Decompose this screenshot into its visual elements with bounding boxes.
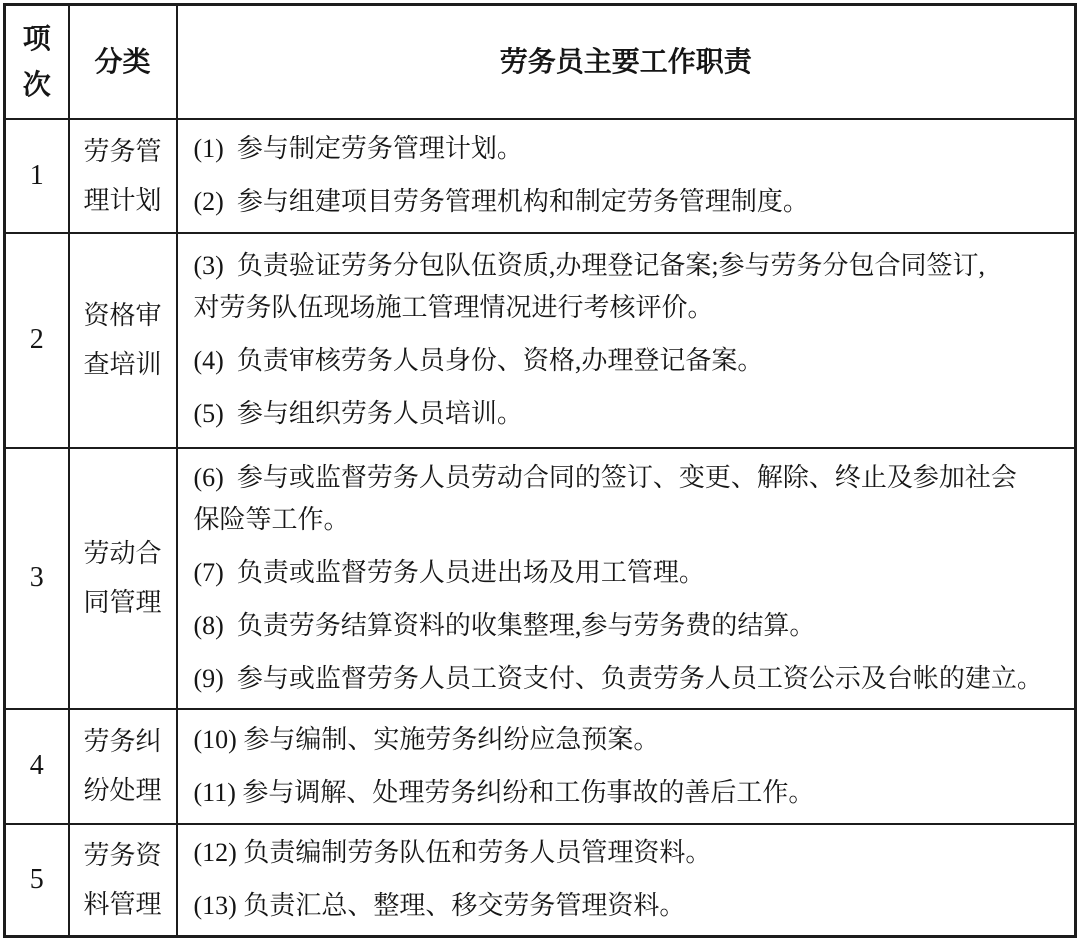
duty-item (194, 552, 1071, 594)
duty-line: (3) 负责验证劳务分包队伍资质,办理登记备案;参与劳务分包合同签订, (193, 251, 986, 280)
category-line: 劳务纠 (83, 727, 162, 756)
duty-item (194, 719, 1071, 761)
category-line: 纷处理 (83, 776, 162, 805)
table-row (5, 119, 1076, 233)
header-row (5, 5, 1076, 119)
header-category (69, 5, 177, 119)
duty-item (194, 658, 1071, 700)
duties-cell (177, 448, 1076, 709)
item-number: 4 (29, 750, 44, 781)
table-row (5, 824, 1076, 937)
category-cell (69, 119, 177, 233)
duty-item (194, 832, 1071, 874)
category-cell (69, 448, 177, 709)
header-item-number (5, 5, 69, 119)
duty-item (194, 772, 1071, 814)
item-number-cell (5, 233, 69, 448)
item-number: 3 (29, 562, 44, 593)
duty-line: (7) 负责或监督劳务人员进出场及用工管理。 (193, 557, 705, 587)
duty-item (194, 457, 1071, 541)
duties-cell (177, 824, 1076, 937)
header-duties-label: 劳务员主要工作职责 (499, 45, 752, 77)
duty-line: (6) 参与或监督劳务人员劳动合同的签订、变更、解除、终止及参加社会 (193, 462, 1017, 492)
duty-line: 对劳务队伍现场施工管理情况进行考核评价。 (193, 293, 714, 322)
item-number-cell (5, 119, 69, 233)
duty-line: (5) 参与组织劳务人员培训。 (193, 399, 523, 428)
category-line: 劳务资 (83, 840, 162, 870)
item-number: 2 (29, 324, 44, 355)
duty-item (194, 340, 1071, 382)
duty-line: 保险等工作。 (193, 504, 350, 534)
category-line: 资格审 (83, 301, 162, 330)
item-number-cell (5, 448, 69, 709)
duty-line: (8) 负责劳务结算资料的收集整理,参与劳务费的结算。 (193, 610, 816, 640)
category-line: 料管理 (83, 889, 162, 919)
duty-line: (2) 参与组建项目劳务管理机构和制定劳务管理制度。 (193, 187, 809, 216)
duty-line: (4) 负责审核劳务人员身份、资格,办理登记备案。 (193, 346, 764, 375)
duty-line: (12) 负责编制劳务队伍和劳务人员管理资料。 (193, 838, 712, 868)
category-cell (69, 709, 177, 824)
item-number: 1 (29, 159, 44, 191)
duty-line: (13) 负责汇总、整理、移交劳务管理资料。 (193, 891, 686, 921)
duty-item (194, 605, 1071, 647)
duty-line: (9) 参与或监督劳务人员工资支付、负责劳务人员工资公示及台帐的建立。 (193, 663, 1043, 693)
item-number: 5 (29, 863, 44, 895)
category-line: 理计划 (83, 185, 162, 215)
table-row (5, 709, 1076, 824)
duty-line: (11) 参与调解、处理劳务纠纷和工伤事故的善后工作。 (193, 777, 815, 807)
duties-cell (177, 119, 1076, 233)
duty-item (194, 128, 1071, 170)
table-row (5, 448, 1076, 709)
duty-line: (1) 参与制定劳务管理计划。 (193, 134, 523, 163)
labor-duties-table (3, 3, 1077, 938)
table-row (5, 233, 1076, 448)
category-cell (69, 824, 177, 937)
duties-cell (177, 233, 1076, 448)
item-number-cell (5, 709, 69, 824)
duty-item (194, 885, 1071, 927)
header-category-label: 分类 (94, 45, 151, 77)
category-cell (69, 233, 177, 448)
category-line: 同管理 (83, 588, 162, 617)
duties-cell (177, 709, 1076, 824)
duty-item (194, 181, 1071, 223)
item-number-cell (5, 824, 69, 937)
duty-item (194, 393, 1071, 435)
header-item-number-line: 次 (22, 68, 51, 100)
category-line: 劳务管 (83, 136, 162, 166)
category-line: 劳动合 (83, 539, 162, 568)
duty-line: (10) 参与编制、实施劳务纠纷应急预案。 (193, 724, 660, 754)
header-duties (177, 5, 1076, 119)
duty-item (194, 245, 1071, 329)
category-line: 查培训 (83, 350, 162, 379)
header-item-number-line: 项 (22, 22, 51, 54)
